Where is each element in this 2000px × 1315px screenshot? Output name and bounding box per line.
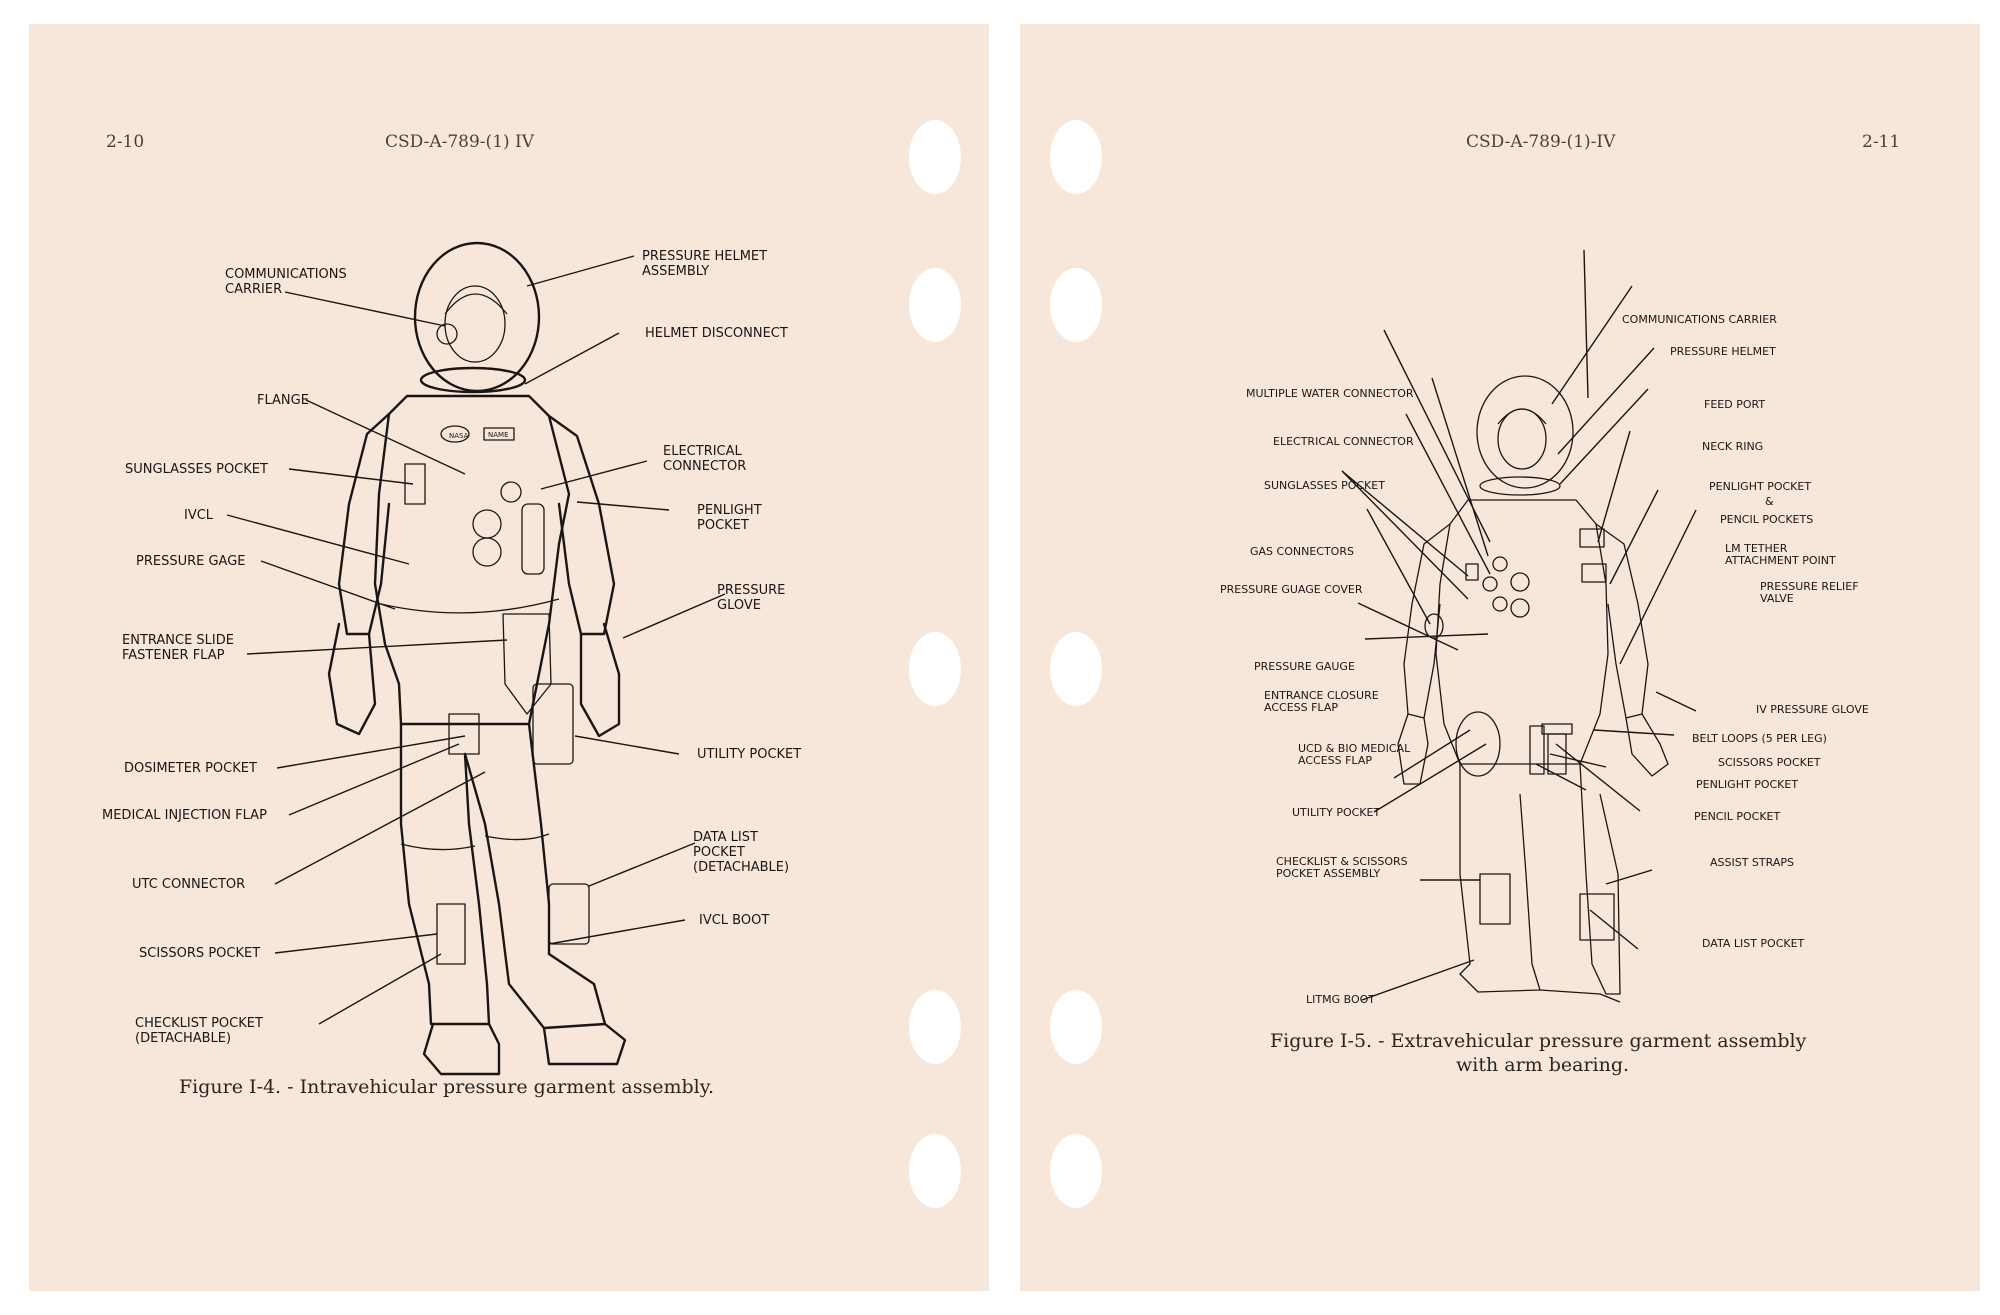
leader-line	[1556, 744, 1640, 811]
leader-line	[1584, 250, 1588, 398]
leader-line	[589, 843, 695, 886]
callout-label: ASSEMBLY	[642, 264, 710, 279]
callout-label: PENLIGHT	[697, 503, 762, 518]
callout-label: PRESSURE HELMET	[642, 249, 768, 264]
callout-label: PENCIL POCKET	[1694, 810, 1781, 823]
figure-caption-line-2: with arm bearing.	[1456, 1054, 1630, 1076]
callout-label: IVCL BOOT	[699, 913, 770, 928]
document-id: CSD-A-789-(1)-IV	[1466, 132, 1616, 152]
callout-label: PRESSURE GAGE	[136, 554, 246, 569]
leader-line	[1656, 692, 1696, 711]
callout-label: ACCESS FLAP	[1264, 701, 1338, 714]
callout-label: PRESSURE GAUGE	[1254, 660, 1355, 673]
ev-suit-drawing	[1398, 376, 1668, 1002]
callout-label: ACCESS FLAP	[1298, 754, 1372, 767]
callout-label: ELECTRICAL	[663, 444, 742, 459]
leader-line	[275, 772, 485, 884]
callout-label: CONNECTOR	[663, 459, 747, 474]
callout-label: BELT LOOPS (5 PER LEG)	[1692, 732, 1827, 745]
callout-label: SCISSORS POCKET	[1718, 756, 1821, 769]
callout-label: ELECTRICAL CONNECTOR	[1273, 435, 1414, 448]
callout-label: PRESSURE	[717, 583, 786, 598]
callout-label: ATTACHMENT POINT	[1725, 554, 1836, 567]
leader-line	[319, 954, 441, 1024]
leader-line	[289, 469, 413, 484]
callout-label: PENLIGHT POCKET	[1696, 778, 1799, 791]
leader-line	[275, 934, 437, 953]
leader-line	[527, 256, 634, 286]
callout-label: MULTIPLE WATER CONNECTOR	[1246, 387, 1414, 400]
callout-label: UTILITY POCKET	[697, 747, 802, 762]
leader-line	[277, 736, 465, 768]
leader-line	[285, 292, 445, 326]
ev-suit-figure	[1020, 24, 1980, 1291]
callout-label: DATA LIST POCKET	[1702, 937, 1805, 950]
callout-label: POCKET ASSEMBLY	[1276, 867, 1381, 880]
callout-label: GAS CONNECTORS	[1250, 545, 1354, 558]
leader-line	[1594, 730, 1674, 735]
suit-badge-text: NAME	[488, 431, 509, 439]
leader-line	[623, 594, 725, 638]
callout-label: PENCIL POCKETS	[1720, 513, 1814, 526]
callout-label: CHECKLIST POCKET	[135, 1016, 263, 1031]
callout-label: FEED PORT	[1704, 398, 1766, 411]
suit-badge-text: NASA	[449, 432, 469, 440]
callout-label: (DETACHABLE)	[135, 1031, 232, 1046]
leader-line	[1367, 509, 1430, 624]
callout-label: IVCL	[184, 508, 214, 523]
callout-label: ASSIST STRAPS	[1710, 856, 1794, 869]
callout-label: SUNGLASSES POCKET	[1264, 479, 1385, 492]
leader-line	[306, 400, 465, 474]
leader-line	[1432, 378, 1488, 556]
callout-label: NECK RING	[1702, 440, 1764, 453]
leader-line	[525, 333, 619, 384]
leader-line	[577, 502, 669, 510]
figure-caption: Figure I-4. - Intravehicular pressure garment assembly.	[179, 1076, 714, 1098]
page-number: 2-11	[1862, 132, 1901, 152]
iv-suit-drawing	[329, 243, 625, 1074]
callout-label: COMMUNICATIONS	[225, 267, 347, 282]
right-document-page	[1020, 24, 1980, 1291]
leader-line	[227, 515, 409, 564]
callout-label: FASTENER FLAP	[122, 648, 225, 663]
leader-line	[549, 920, 685, 944]
callout-label: HELMET DISCONNECT	[645, 326, 788, 341]
callout-label: GLOVE	[717, 598, 761, 613]
callout-label: PENLIGHT POCKET	[1709, 480, 1812, 493]
callout-label: SCISSORS POCKET	[139, 946, 261, 961]
callout-label: POCKET	[697, 518, 749, 533]
page-number: 2-10	[106, 132, 145, 152]
leader-line	[289, 744, 459, 815]
callout-label: (DETACHABLE)	[693, 860, 790, 875]
callout-label: FLANGE	[257, 393, 309, 408]
callout-label: DOSIMETER POCKET	[124, 761, 257, 776]
callout-label: SUNGLASSES POCKET	[125, 462, 268, 477]
callout-label: LITMG BOOT	[1306, 993, 1375, 1006]
leader-line	[575, 736, 679, 754]
callout-label: ENTRANCE SLIDE	[122, 633, 234, 648]
callout-label: PRESSURE GUAGE COVER	[1220, 583, 1363, 596]
callout-label: VALVE	[1760, 592, 1794, 605]
callout-label: &	[1765, 495, 1774, 508]
leader-line	[247, 640, 507, 654]
iv-suit-figure	[29, 24, 989, 1291]
left-document-page	[29, 24, 989, 1291]
callout-label: DATA LIST	[693, 830, 758, 845]
callout-label: ENTRANCE CLOSURE	[1264, 689, 1379, 702]
callout-label: PRESSURE HELMET	[1670, 345, 1776, 358]
leader-line	[1598, 431, 1630, 542]
leader-line	[1558, 348, 1654, 454]
callout-label: UTC CONNECTOR	[132, 877, 246, 892]
leader-line	[1536, 764, 1586, 790]
callout-label: CHECKLIST & SCISSORS	[1276, 855, 1408, 868]
callout-label: COMMUNICATIONS CARRIER	[1622, 313, 1777, 326]
leader-line	[1362, 960, 1474, 1000]
callout-label: MEDICAL INJECTION FLAP	[102, 808, 267, 823]
callout-label: LM TETHER	[1725, 542, 1788, 555]
callout-label: POCKET	[693, 845, 745, 860]
figure-caption-line-1: Figure I-5. - Extravehicular pressure garment assembly	[1270, 1030, 1807, 1052]
leader-line	[1620, 510, 1696, 664]
iv-callout-leaders	[227, 256, 725, 1024]
ev-callout-leaders	[1342, 250, 1696, 1000]
callout-label: IV PRESSURE GLOVE	[1756, 703, 1869, 716]
leader-line	[1550, 754, 1606, 767]
leader-line	[1610, 490, 1658, 584]
callout-label: PRESSURE RELIEF	[1760, 580, 1859, 593]
callout-label: CARRIER	[225, 282, 283, 297]
document-id: CSD-A-789-(1) IV	[385, 132, 535, 152]
callout-label: UCD & BIO MEDICAL	[1298, 742, 1411, 755]
leader-line	[1606, 870, 1652, 884]
callout-label: UTILITY POCKET	[1292, 806, 1381, 819]
